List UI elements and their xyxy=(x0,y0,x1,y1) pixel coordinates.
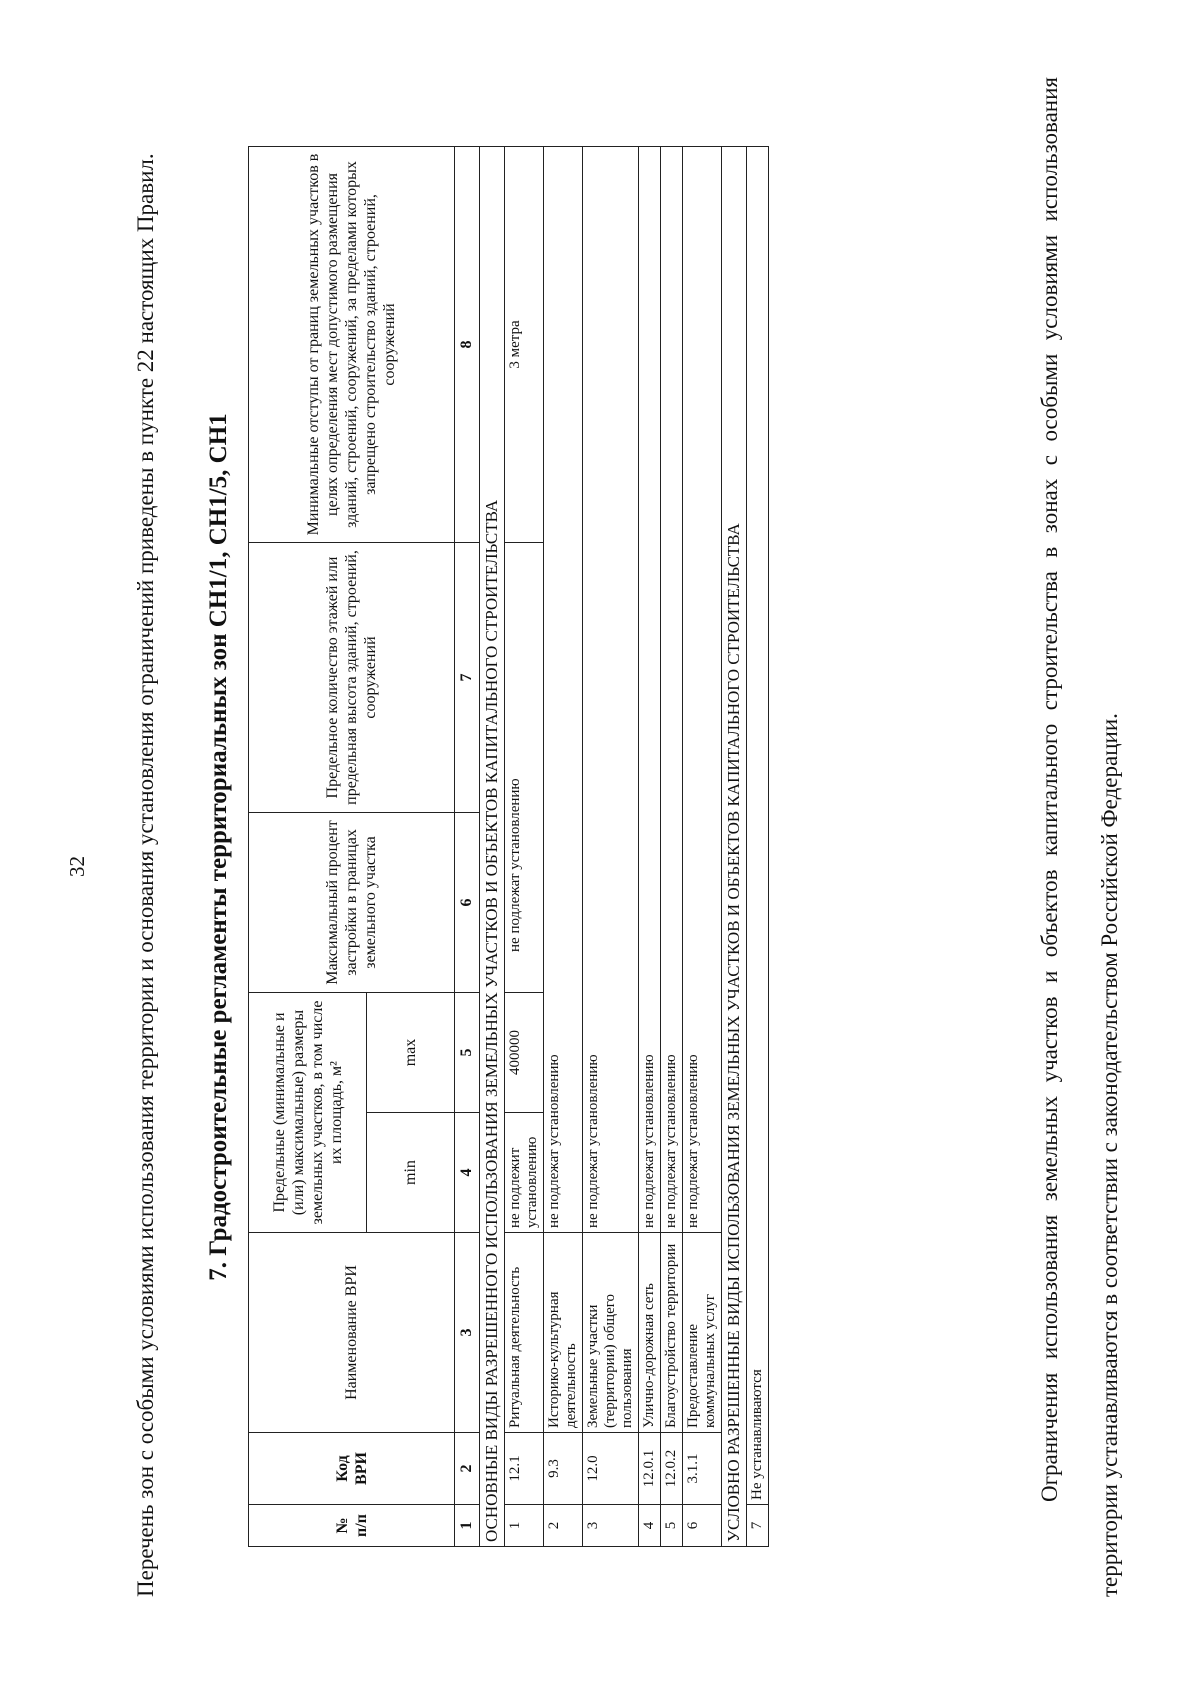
row-name: Предоставление коммунальных услуг xyxy=(683,1233,722,1433)
table-row xyxy=(683,146,722,1546)
regulations-table xyxy=(248,146,769,1547)
table-row xyxy=(661,146,683,1546)
table-row xyxy=(505,146,544,1546)
row-value: не подлежат установлению xyxy=(639,146,661,1232)
col-number: 1 xyxy=(455,1505,480,1547)
row-code: 12.0 xyxy=(583,1433,639,1505)
row-value: не подлежат установлению xyxy=(544,146,583,1232)
row-value: не подлежат установлению xyxy=(661,146,683,1232)
col-number: 8 xyxy=(455,146,480,542)
col-number: 7 xyxy=(455,542,480,812)
page-number: 32 xyxy=(65,856,89,877)
header-percent: Максимальный процент застройки в границах земельного участка xyxy=(249,812,455,992)
section-heading: 7. Градостроительные регламенты территориальных зон СН1/1, СН1/5, СН1 xyxy=(205,413,232,1281)
row-code: 9.3 xyxy=(544,1433,583,1505)
row-name: Земельные участки (территории) общего пользования xyxy=(583,1233,639,1433)
row-num: 3 xyxy=(583,1505,639,1547)
col-number: 3 xyxy=(455,1233,480,1433)
row-setback: 3 метра xyxy=(505,146,544,542)
row-num: 2 xyxy=(544,1505,583,1547)
header-num: № п/п xyxy=(249,1505,455,1547)
table-row xyxy=(747,146,769,1546)
row-num: 6 xyxy=(683,1505,722,1547)
col-number: 6 xyxy=(455,812,480,992)
row-value: не подлежат установлению xyxy=(583,146,639,1232)
header-size: Предельные (минимальные и (или) максимальные) размеры земельных участков, в том числе их площадь, м² xyxy=(249,992,367,1232)
row-merged-value: не подлежат установлению xyxy=(505,542,544,992)
column-numbers-row xyxy=(455,146,480,1546)
row-code: 12.0.1 xyxy=(639,1433,661,1505)
row-num: 7 xyxy=(747,1505,769,1547)
table-row xyxy=(583,146,639,1546)
section-conditional-title: УСЛОВНО РАЗРЕШЕННЫЕ ВИДЫ ИСПОЛЬЗОВАНИЯ ЗЕМЕЛЬНЫХ УЧАСТКОВ И ОБЪЕКТОВ КАПИТАЛЬНОГО СТРОИТЕЛЬСТВА xyxy=(722,146,747,1546)
col-number: 2 xyxy=(455,1433,480,1505)
row-value: не подлежат установлению xyxy=(683,146,722,1232)
table-row xyxy=(544,146,583,1546)
row-max: 400000 xyxy=(505,992,544,1112)
header-floors: Предельное количество этажей или предельная высота зданий, строений, сооружений xyxy=(249,542,455,812)
final-paragraph: Ограничения использования земельных участков и объектов капитального строительства в зонах с особыми условиями использования территории устанавливаются в соответствии с законодательством Российской Федерации. xyxy=(1037,77,1122,1597)
header-code: Код ВРИ xyxy=(249,1433,455,1505)
row-num: 5 xyxy=(661,1505,683,1547)
row-code: 12.1 xyxy=(505,1433,544,1505)
row-name: Историко-культурная деятельность xyxy=(544,1233,583,1433)
col-number: 4 xyxy=(455,1113,480,1233)
header-setbacks: Минимальные отступы от границ земельных участков в целях определения мест допустимого размещения зданий, строений, сооружений, за пределами которых запрещено строительство зданий, строений, сооружений xyxy=(249,146,455,542)
header-min: min xyxy=(367,1113,455,1233)
row-code: 12.0.2 xyxy=(661,1433,683,1505)
row-min: не подлежит установлению xyxy=(505,1113,544,1233)
col-number: 5 xyxy=(455,992,480,1112)
row-num: 4 xyxy=(639,1505,661,1547)
row-code: 3.1.1 xyxy=(683,1433,722,1505)
row-name: Благоустройство территории xyxy=(661,1233,683,1433)
row-name: Улично-дорожная сеть xyxy=(639,1233,661,1433)
row-name: Ритуальная деятельность xyxy=(505,1233,544,1433)
intro-paragraph: Перечень зон с особыми условиями использования территории и основания установления ограничений приведены в пункте 22 настоящих Правил. xyxy=(133,153,158,1597)
section-main-title: ОСНОВНЫЕ ВИДЫ РАЗРЕШЕННОГО ИСПОЛЬЗОВАНИЯ ЗЕМЕЛЬНЫХ УЧАСТКОВ И ОБЪЕКТОВ КАПИТАЛЬНОГО СТРОИТЕЛЬСТВА xyxy=(480,146,505,1546)
row-value: Не устанавливаются xyxy=(747,146,769,1504)
table-row xyxy=(639,146,661,1546)
header-max: max xyxy=(367,992,455,1112)
header-name: Наименование ВРИ xyxy=(249,1233,455,1433)
row-num: 1 xyxy=(505,1505,544,1547)
